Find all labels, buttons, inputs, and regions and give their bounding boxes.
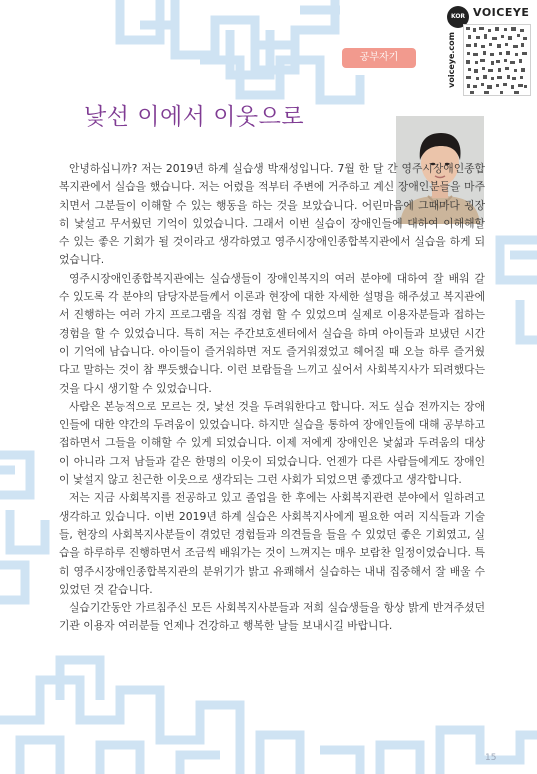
voiceye-url: voiceye.com — [447, 32, 456, 88]
paragraph: 사람은 본능적으로 모르는 것, 낯선 것을 두려워한다고 합니다. 저도 실습 전까지는 장애인들에 대한 약간의 두려움이 있었습니다. 하지만 실습을 통하여 장애인들에 대해 공부하고 접하면서 그들을 이해할 수 있게 되었습니다. 이제 저에게 장애인은 낯섦과 두려움의 대상이 아니라 그저 남들과 같은 한명의 이웃이 되었습니다. 언젠가 다른 사람들에게도 장애인이 낯설지 않고 친근한 이웃으로 생각되는 그런 사회가 되었으면 좋겠다고 생각합니다. — [59, 399, 485, 487]
article-title: 낯선 이에서 이웃으로 — [84, 104, 305, 130]
section-tag: 공부자기 — [342, 48, 416, 68]
article-body — [59, 160, 485, 636]
voiceye-code-icon — [463, 24, 531, 96]
paragraph: 영주시장애인종합복지관에는 실습생들이 장애인복지의 여러 분야에 대하여 잘 배워 갈 수 있도록 각 분야의 담당자분들께서 이론과 현장에 대한 자세한 설명을 해주셨고 복지관에서 진행하는 여러 가지 프로그램을 직접 경험 할 수 있었으며 실제로 이용자분들과 접하는 경험을 할 수 있었습니다. 특히 저는 주간보호센터에서 실습을 하며 아이들과 보냈던 시간이 기억에 남습니다. 아이들이 즐거워하면 저도 즐거워졌었고 헤어질 때 오늘 하루 즐거웠다고 말하는 것이 참 뿌듯했습니다. 이런 보람들을 느끼고 싶어서 사회복지사가 되려했다는 것을 다시 생기할 수 있었습니다. — [59, 271, 485, 395]
paragraph: 저는 지금 사회복지를 전공하고 있고 졸업을 한 후에는 사회복지관련 분야에서 일하려고 생각하고 있습니다. 이번 2019년 하계 실습은 사회복지사에게 필요한 여러 지식들과 기술들, 현장의 사회복지사분들이 겪었던 경험들과 의견들을 들을 수 있었던 좋은 기회였고, 실습을 하루하루 진행하면서 조금씩 배워가는 것이 느껴지는 매우 보람찬 일정이었습니다. 특히 영주시장애인종합복지관의 분위기가 밝고 유쾌해서 실습하는 내내 집중해서 잘 배울 수 있었던 것 같습니다. — [59, 491, 485, 596]
voiceye-code — [445, 4, 533, 96]
kor-badge: KOR — [447, 6, 469, 28]
paragraph: 실습기간동안 가르침주신 모든 사회복지사분들과 저희 실습생들을 항상 밝게 반겨주셨던 기관 이용자 여러분들 언제나 건강하고 행복한 날들 보내시길 바랍니다. — [59, 601, 485, 633]
paragraph: 안녕하십니까? 저는 2019년 하계 실습생 박재성입니다. 7월 한 달 간 영주시장애인종합복지관에서 실습을 했습니다. 저는 어렸을 적부터 주변에 거주하고 계신 장애인분들을 마주치면서 그분들이 이해할 수 있는 행동을 하는 것을 보았습니다. 어린마음에 그때마다 굉장히 낯설고 무서웠던 기억이 있었습니다. 그래서 이번 실습이 장애인들에 대하여 이해해할 수 있는 좋은 기회가 될 것이라고 생각하였고 영주시장애인종합복지관에서 실습을 하게 되었습니다. — [59, 162, 485, 267]
page-number: 15 — [485, 753, 497, 763]
voiceye-logo: VOICEYE — [473, 6, 530, 19]
